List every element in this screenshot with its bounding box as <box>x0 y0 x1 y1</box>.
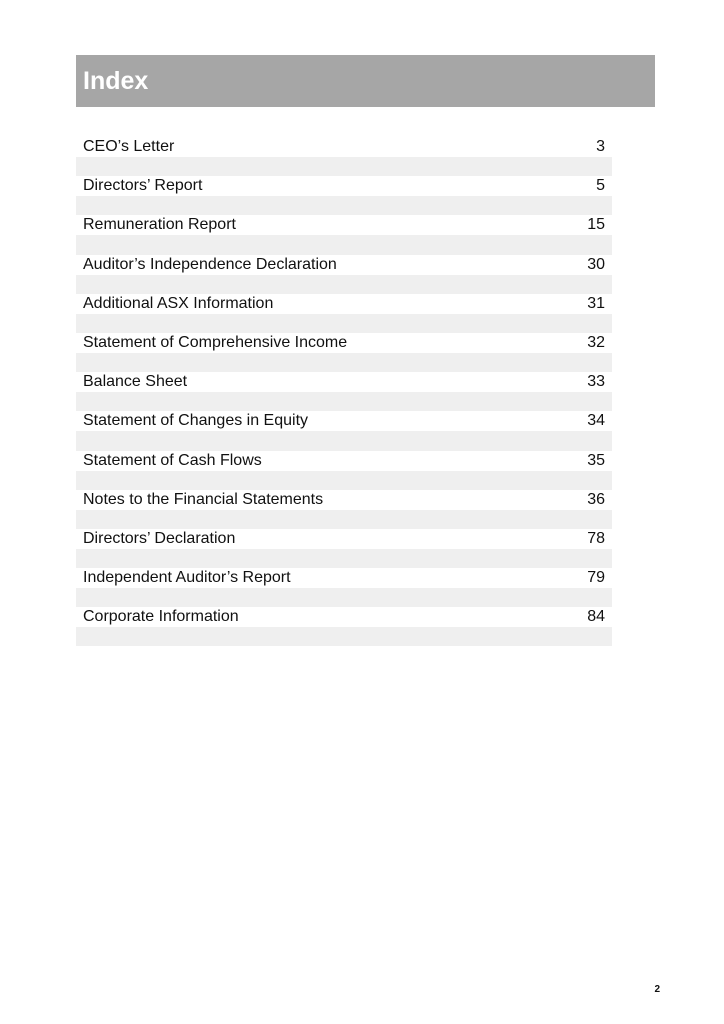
toc-item-directors-report[interactable] <box>76 176 612 215</box>
toc-row-stripe <box>76 471 612 490</box>
toc-item-title: Balance Sheet <box>83 373 188 391</box>
toc-item-title: Directors’ Report <box>83 177 203 195</box>
toc-row-stripe <box>76 314 612 333</box>
toc-item-statement-of-cash-flows[interactable] <box>76 451 612 490</box>
toc-item-auditors-independence-declaration[interactable] <box>76 255 612 294</box>
toc-item-page: 33 <box>587 373 605 391</box>
toc-row-stripe <box>76 275 612 294</box>
toc-item-title: Notes to the Financial Statements <box>83 490 324 508</box>
toc-item-corporate-information[interactable] <box>76 607 612 646</box>
toc-item-title: Additional ASX Information <box>83 294 274 312</box>
toc-row-stripe <box>76 431 612 450</box>
table-of-contents <box>76 137 612 646</box>
toc-item-title: Independent Auditor’s Report <box>83 569 291 587</box>
toc-item-remuneration-report[interactable] <box>76 215 612 254</box>
page-number: 2 <box>654 984 660 995</box>
toc-item-title: Statement of Cash Flows <box>83 451 262 469</box>
toc-item-page: 79 <box>587 569 605 587</box>
toc-item-title: CEO’s Letter <box>83 138 175 155</box>
toc-item-directors-declaration[interactable] <box>76 529 612 568</box>
page-title: Index <box>83 67 149 95</box>
toc-row-stripe <box>76 627 612 646</box>
toc-row-stripe <box>76 549 612 568</box>
toc-row-stripe <box>76 510 612 529</box>
toc-item-page: 5 <box>596 177 605 195</box>
toc-row-stripe <box>76 196 612 215</box>
toc-item-page: 36 <box>587 490 605 508</box>
toc-item-balance-sheet[interactable] <box>76 372 612 411</box>
toc-item-independent-auditors-report[interactable] <box>76 568 612 607</box>
toc-item-page: 84 <box>587 608 605 626</box>
toc-item-page: 15 <box>587 216 605 234</box>
toc-item-page: 30 <box>587 255 605 273</box>
toc-item-title: Statement of Comprehensive Income <box>83 333 348 351</box>
toc-item-ceos-letter[interactable] <box>76 137 612 176</box>
toc-item-title: Remuneration Report <box>83 216 236 234</box>
toc-item-title: Statement of Changes in Equity <box>83 412 309 430</box>
toc-item-additional-asx-information[interactable] <box>76 294 612 333</box>
toc-row-stripe <box>76 157 612 176</box>
index-header-bar <box>76 55 655 107</box>
toc-item-page: 34 <box>587 412 605 430</box>
toc-item-title: Directors’ Declaration <box>83 529 236 547</box>
toc-item-title: Corporate Information <box>83 608 239 626</box>
toc-item-notes-to-the-financial-statements[interactable] <box>76 490 612 529</box>
toc-item-page: 3 <box>596 138 605 155</box>
toc-item-title: Auditor’s Independence Declaration <box>83 255 337 273</box>
toc-item-statement-of-changes-in-equity[interactable] <box>76 411 612 450</box>
toc-item-page: 32 <box>587 333 605 351</box>
toc-row-stripe <box>76 392 612 411</box>
toc-row-stripe <box>76 235 612 254</box>
toc-item-page: 35 <box>587 451 605 469</box>
toc-item-page: 31 <box>587 294 605 312</box>
toc-row-stripe <box>76 588 612 607</box>
toc-item-page: 78 <box>587 529 605 547</box>
toc-row-stripe <box>76 353 612 372</box>
toc-item-statement-of-comprehensive-income[interactable] <box>76 333 612 372</box>
